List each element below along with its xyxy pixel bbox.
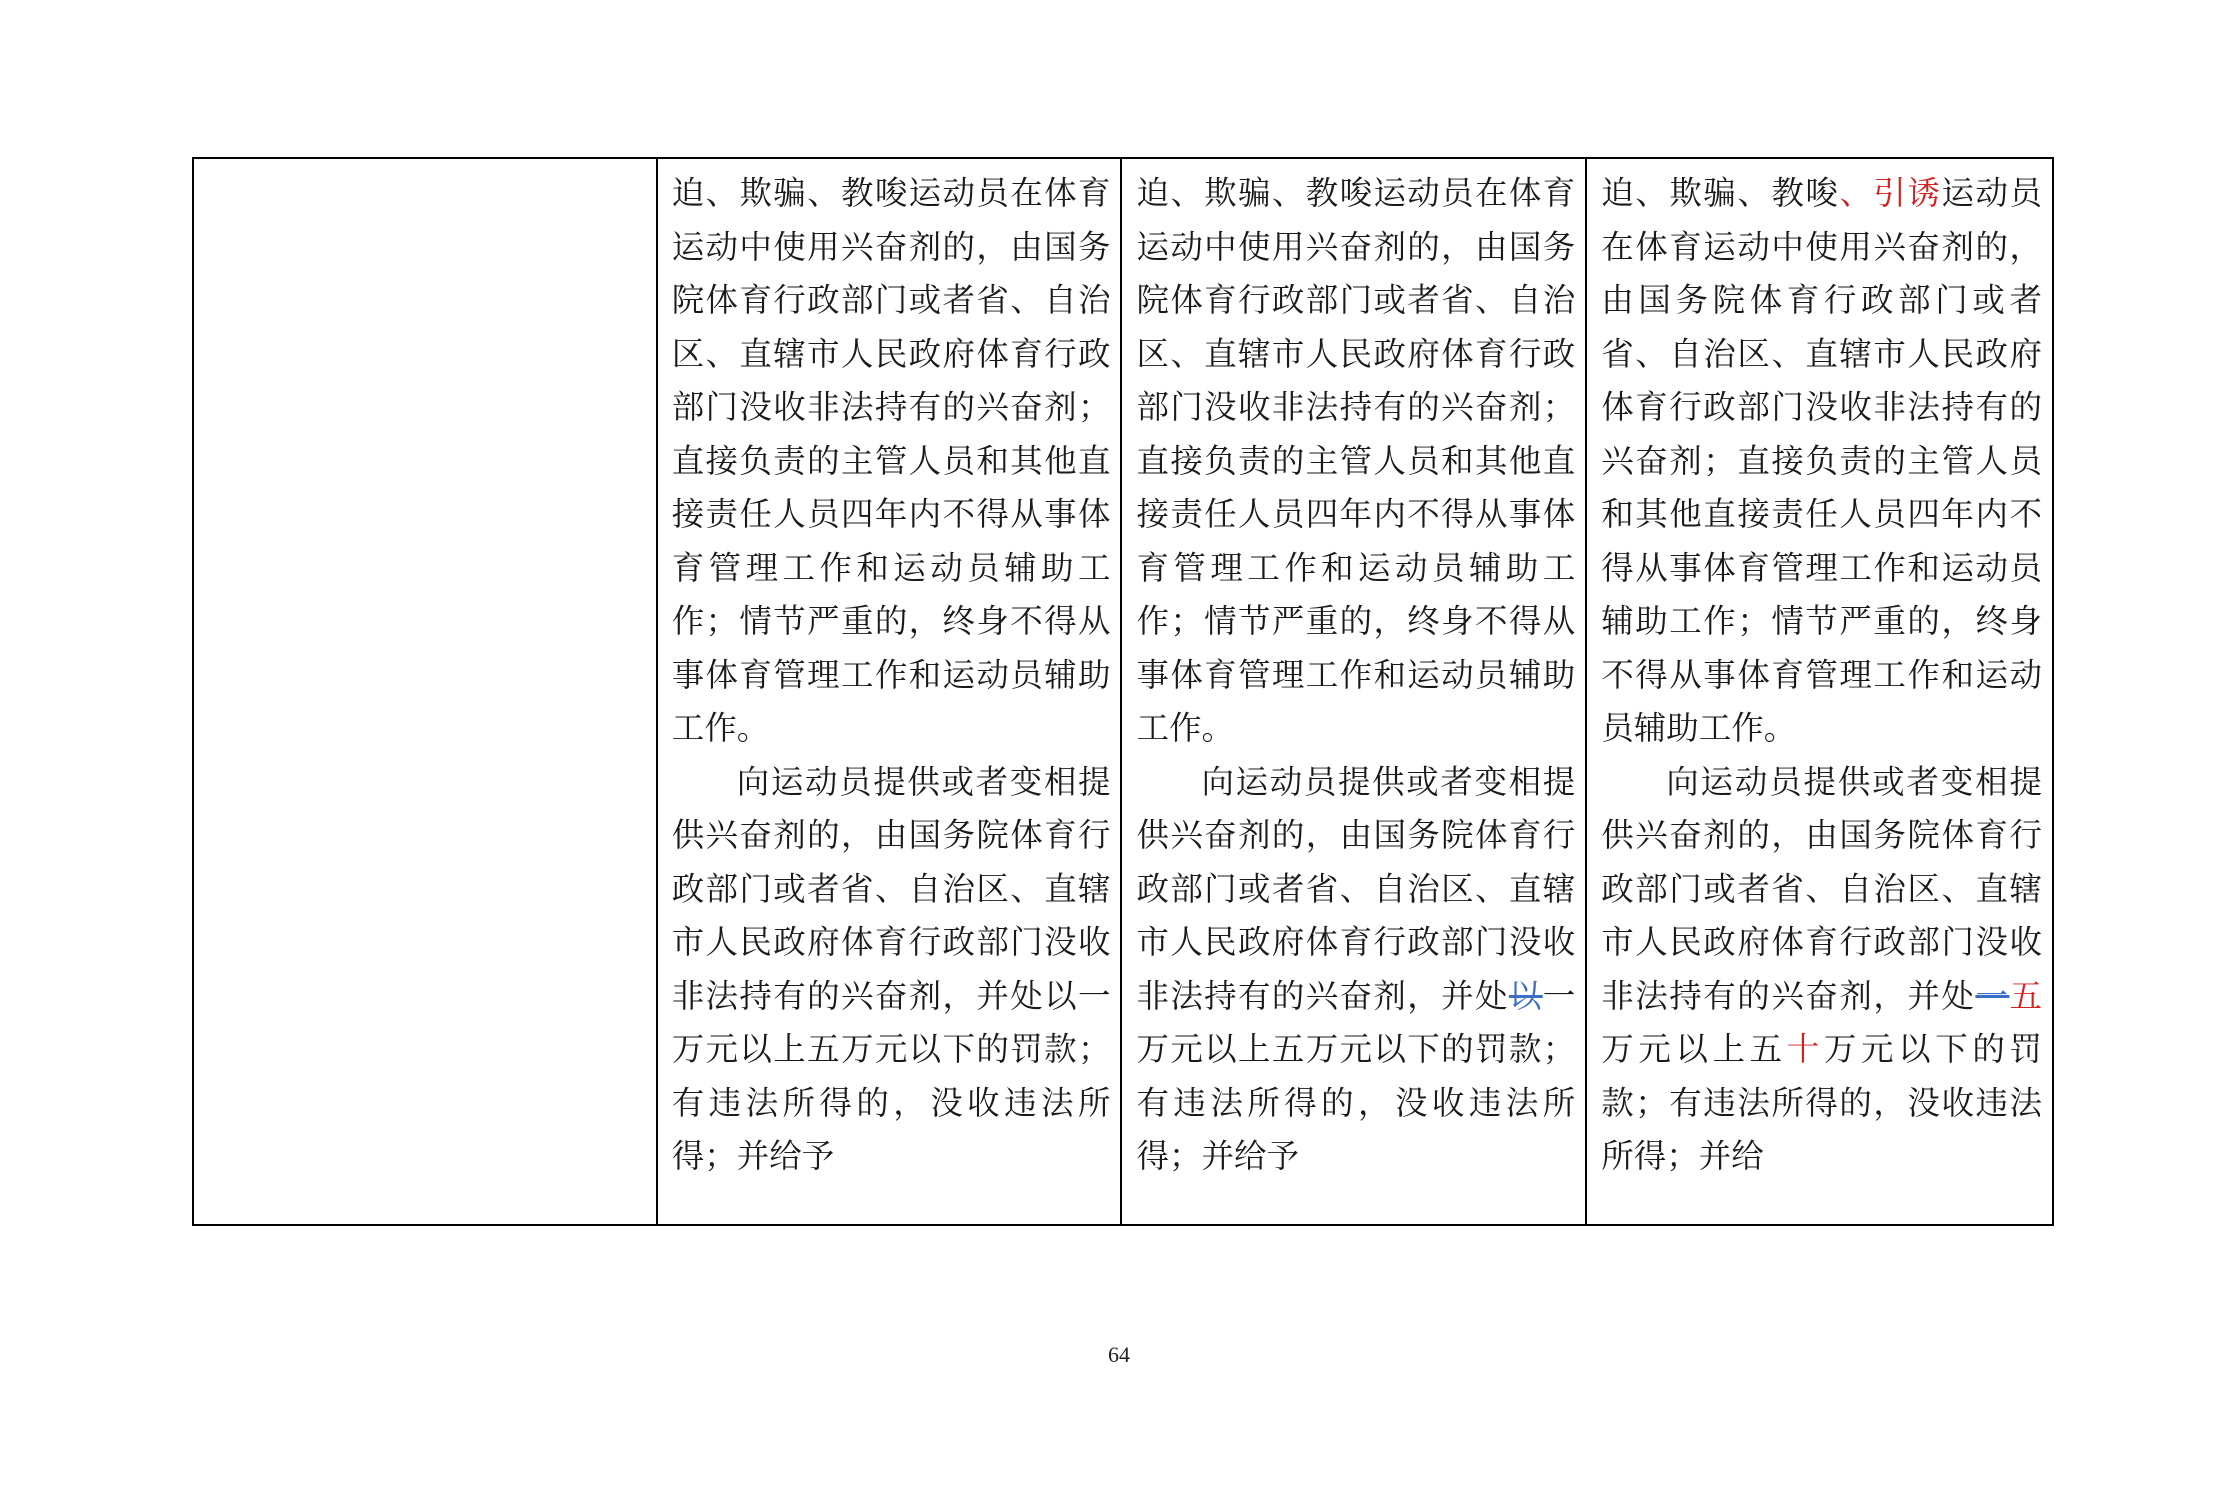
revised-para-2-text-b: 万元以上五 (1601, 1030, 1787, 1068)
page-number: 64 (1108, 1342, 1130, 1367)
deleted-text: 以 (1508, 976, 1543, 1015)
revised-para-1-text-a: 迫、欺骗、教唆 (1601, 174, 1840, 212)
revised-para-1-text-b: 运动员在体育运动中使用兴奋剂的，由国务院体育行政部门或者省、自治区、直辖市人民政府体育行政部门没收非法持有的兴奋剂；直接负责的主管人员和其他直接责任人员四年内不得从事体育管理工作和运动员辅助工作；情节严重的，终身不得从事体育管理工作和运动员辅助工作。 (1601, 174, 2042, 747)
original-para-2: 向运动员提供或者变相提供兴奋剂的，由国务院体育行政部门或者省、自治区、直辖市人民政府体育行政部门没收非法持有的兴奋剂，并处以一万元以上五万元以下的罚款；有违法所得的，没收违法所得；并给予 (671, 762, 1111, 1175)
draft-para-2-text-b: 一万元以上五万元以下的罚款；有违法所得的，没收违法所得；并给予 (1136, 976, 1576, 1175)
column-original (658, 159, 1123, 1224)
revised-para-2-text-c: 万元以下的罚款；有违法所得的，没收违法所得；并给 (1601, 1030, 2042, 1175)
inserted-text: 、引诱 (1839, 174, 1942, 212)
revised-para-2 (1601, 756, 2042, 1184)
empty-column (194, 159, 658, 1224)
revised-para-1 (1601, 167, 2042, 756)
inserted-text: 五 (2009, 976, 2042, 1015)
comparison-table (192, 157, 2054, 1226)
deleted-text: 一 (1975, 976, 2010, 1015)
column-draft (1122, 159, 1587, 1224)
draft-para-2 (1136, 756, 1575, 1184)
revised-para-2-text-a: 向运动员提供或者变相提供兴奋剂的，由国务院体育行政部门或者省、自治区、直辖市人民政府体育行政部门没收非法持有的兴奋剂，并处 (1601, 762, 2042, 1015)
original-para-1: 迫、欺骗、教唆运动员在体育运动中使用兴奋剂的，由国务院体育行政部门或者省、自治区、直辖市人民政府体育行政部门没收非法持有的兴奋剂；直接负责的主管人员和其他直接责任人员四年内不得从事体育管理工作和运动员辅助工作；情节严重的，终身不得从事体育管理工作和运动员辅助工作。 (671, 174, 1111, 747)
draft-para-1: 迫、欺骗、教唆运动员在体育运动中使用兴奋剂的，由国务院体育行政部门或者省、自治区、直辖市人民政府体育行政部门没收非法持有的兴奋剂；直接负责的主管人员和其他直接责任人员四年内不得从事体育管理工作和运动员辅助工作；情节严重的，终身不得从事体育管理工作和运动员辅助工作。 (1136, 174, 1576, 747)
inserted-text: 十 (1786, 1030, 1824, 1068)
column-revised (1587, 159, 2052, 1224)
draft-para-2-text-a: 向运动员提供或者变相提供兴奋剂的，由国务院体育行政部门或者省、自治区、直辖市人民政府体育行政部门没收非法持有的兴奋剂，并处 (1136, 762, 1576, 1015)
